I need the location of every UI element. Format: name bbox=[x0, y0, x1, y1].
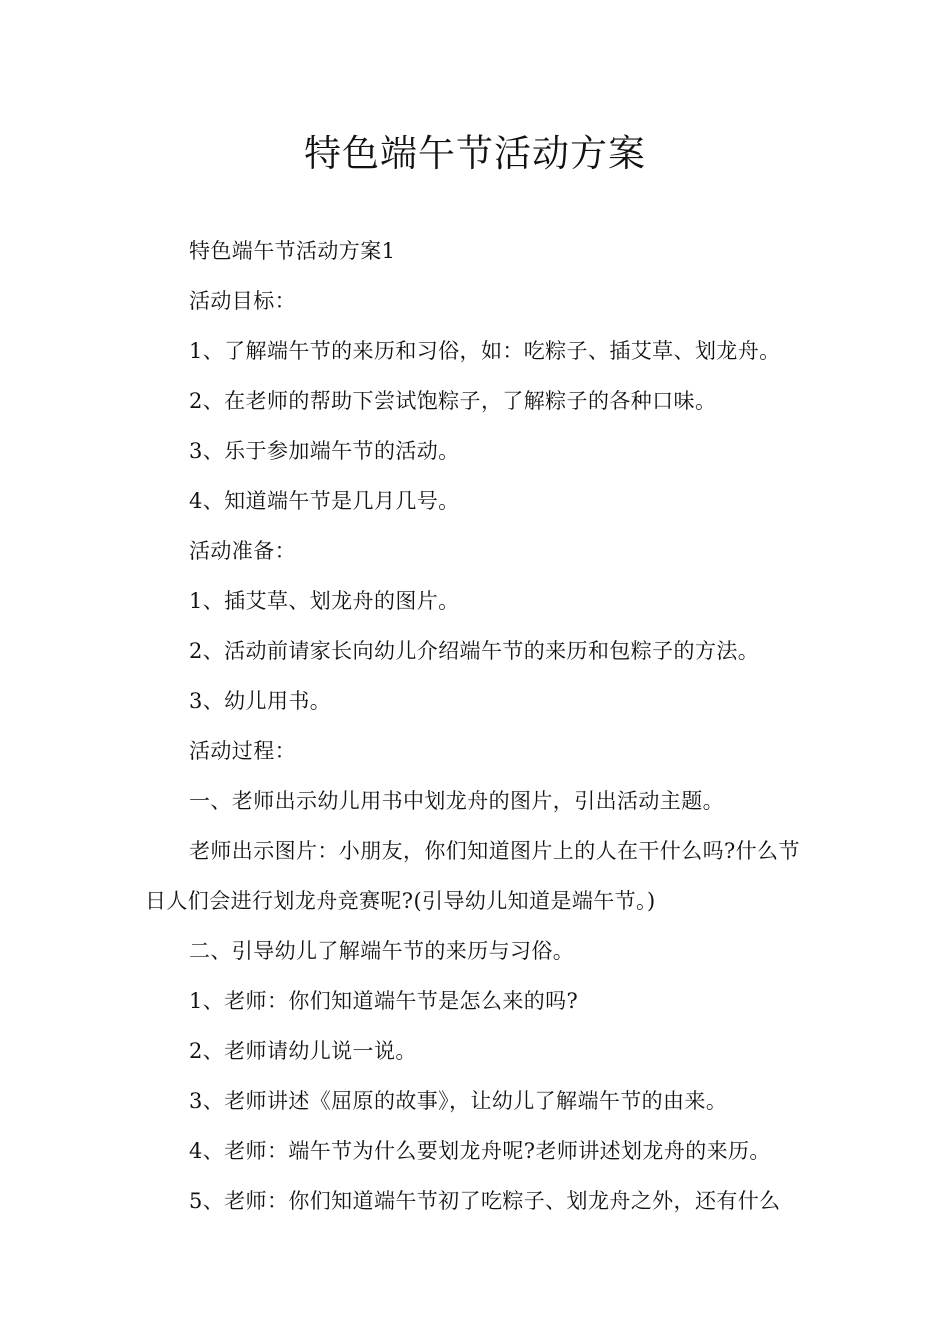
paragraph: 2、在老师的帮助下尝试饱粽子，了解粽子的各种口味。 bbox=[189, 389, 717, 413]
paragraph: 1、插艾草、划龙舟的图片。 bbox=[189, 589, 460, 613]
paragraph: 3、乐于参加端午节的活动。 bbox=[189, 439, 460, 463]
paragraph: 3、幼儿用书。 bbox=[189, 689, 332, 713]
document-title: 特色端午节活动方案 bbox=[304, 132, 646, 175]
paragraph: 5、老师：你们知道端午节初了吃粽子、划龙舟之外，还有什么 bbox=[189, 1189, 781, 1213]
paragraph: 活动目标： bbox=[189, 289, 296, 313]
paragraph: 二、引导幼儿了解端午节的来历与习俗。 bbox=[189, 939, 575, 963]
paragraph: 2、老师请幼儿说一说。 bbox=[189, 1039, 417, 1063]
paragraph: 4、老师：端午节为什么要划龙舟呢?老师讲述划龙舟的来历。 bbox=[189, 1139, 771, 1163]
paragraph: 1、了解端午节的来历和习俗，如：吃粽子、插艾草、划龙舟。 bbox=[189, 339, 781, 363]
document-body bbox=[145, 226, 810, 1226]
paragraph: 1、老师：你们知道端午节是怎么来的吗? bbox=[189, 989, 579, 1013]
paragraph: 4、知道端午节是几月几号。 bbox=[189, 489, 460, 513]
paragraph: 老师出示图片：小朋友，你们知道图片上的人在干什么吗?什么节日人们会进行划龙舟竞赛呢?(引导幼儿知道是端午节。) bbox=[145, 839, 800, 913]
paragraph: 特色端午节活动方案1 bbox=[189, 239, 396, 263]
paragraph: 一、老师出示幼儿用书中划龙舟的图片，引出活动主题。 bbox=[189, 789, 724, 813]
paragraph: 活动准备： bbox=[189, 539, 296, 563]
paragraph: 3、老师讲述《屈原的故事》，让幼儿了解端午节的由来。 bbox=[189, 1089, 728, 1113]
paragraph: 活动过程： bbox=[189, 739, 296, 763]
paragraph: 2、活动前请家长向幼儿介绍端午节的来历和包粽子的方法。 bbox=[189, 639, 760, 663]
